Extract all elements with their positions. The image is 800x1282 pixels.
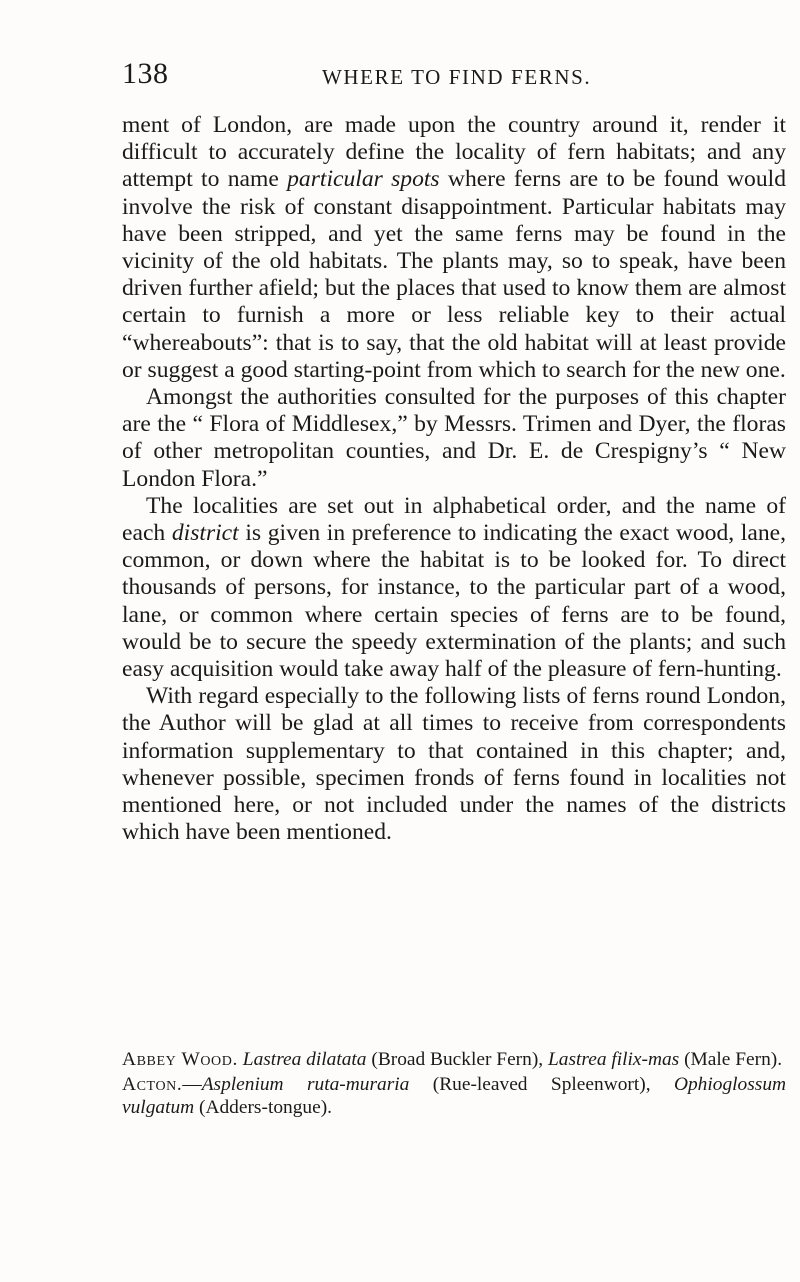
locality-entry bbox=[122, 1048, 786, 1072]
text-run: The localities are set out in alphabetical order, and the name of each bbox=[122, 492, 786, 547]
paragraph bbox=[122, 683, 786, 846]
italic-text: Ophioglossum vulgatum bbox=[122, 1073, 787, 1118]
italic-text: Asplenium ruta-muraria bbox=[201, 1073, 410, 1095]
body-text bbox=[122, 112, 786, 846]
italic-text: particular spots bbox=[287, 166, 440, 193]
page-number: 138 bbox=[122, 57, 169, 90]
text-run: (Rue-leaved Spleenwort), bbox=[409, 1073, 674, 1095]
text-run: where ferns are to be found would involve the risk of constant disappointment. Particular habitats may have been stripped, and yet the same ferns may be found in the vicinity of the old habitats. The plants may, so to speak, have been driven further afield; but the places that used to know them are almost certain to furnish a more or less reliable key to their actual “whereabouts”: that is to say, that the old habitat will at least provide or suggest a good starting-point from which to search for the new one. bbox=[122, 166, 786, 383]
paragraph bbox=[122, 384, 786, 493]
paragraph bbox=[122, 493, 786, 683]
paragraph bbox=[122, 112, 786, 384]
text-run: Amongst the authorities consulted for the purposes of this chapter are the “ Flora of Middlesex,” by Messrs. Trimen and Dyer, the floras of other metropolitan counties, and Dr. E. de Crespigny’s “ New London Flora.” bbox=[122, 384, 786, 492]
italic-text: Lastrea filix-mas bbox=[547, 1049, 680, 1070]
text-run: — bbox=[182, 1073, 202, 1095]
fern-locality-list bbox=[122, 1048, 786, 1121]
text-run: With regard especially to the following lists of ferns round London, the Author will be glad at all times to receive from correspondents information supplementary to that contained in this chapter; and, whenever possible, specimen fronds of ferns found in localities not mentioned here, or not included under the names of the districts which have been mentioned. bbox=[122, 683, 786, 846]
text-run: ment of London, are made upon the country around it, render it difficult to accurately define the locality of fern habitats; and any attempt to name bbox=[122, 112, 786, 193]
locality-name: Abbey Wood. bbox=[122, 1049, 238, 1070]
text-run: (Male Fern). bbox=[679, 1049, 783, 1070]
locality-entry bbox=[122, 1073, 786, 1120]
text-run: (Broad Buckler Fern), bbox=[366, 1049, 548, 1070]
running-head: WHERE TO FIND FERNS. bbox=[322, 65, 592, 89]
page-header bbox=[122, 58, 722, 90]
text-run: (Adders-tongue). bbox=[194, 1097, 333, 1118]
italic-text: Lastrea dilatata bbox=[242, 1049, 367, 1070]
italic-text: district bbox=[171, 520, 239, 547]
text-run: is given in preference to indicating the exact wood, lane, common, or down where the habitat is to be looked for. To direct thousands of persons, for instance, to the particular part of a wood, lane, or common where certain species of ferns are to be found, would be to secure the speedy extermination of the plants; and such easy acquisition would take away half of the pleasure of fern-hunting. bbox=[122, 520, 786, 683]
locality-name: Acton. bbox=[122, 1073, 183, 1095]
